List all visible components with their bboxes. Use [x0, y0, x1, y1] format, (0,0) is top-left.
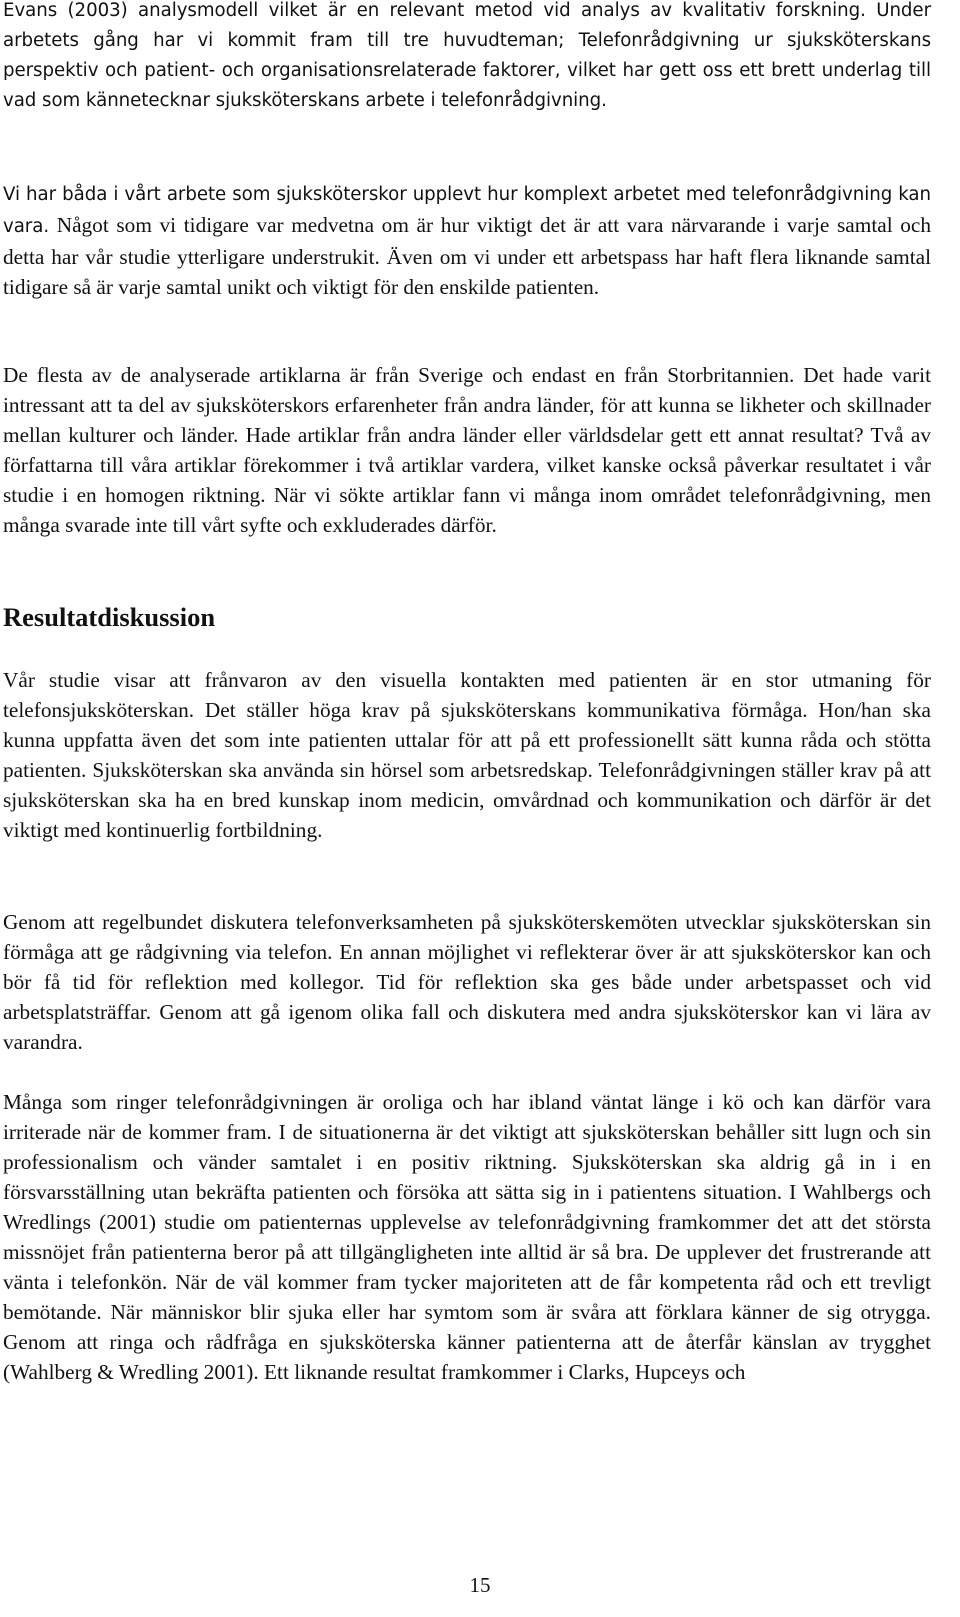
paragraph-visual-contact: Vår studie visar att frånvaron av den visuella kontakten med patienten är en stor utmaning för telefonsjuksköterskan. Det ställer höga krav på sjuksköterskans kommunikativa förmåga. Hon/han ska kunna uppfatta även det som inte patienten uttalar för att på ett professionellt sätt kunna råda och stötta patienten. Sjuksköterskan ska använda sin hörsel som arbetsredskap. Telefonrådgivningen ställer krav på att sjuksköterskan ska ha en bred kunskap inom medicin, omvårdnad och kommunikation och därför är det viktigt med kontinuerlig fortbildning. [3, 668, 931, 842]
paragraph-complexity-serif-part: Något som vi tidigare var medvetna om är hur viktigt det är att vara närvarande i varje samtal och detta har vår studie ytterligare understrukit. Även om vi under ett arbetspass har haft flera liknande samtal tidigare så är varje samtal unikt och viktigt för den enskilde patienten. [3, 213, 931, 299]
paragraph-method-analysis: Evans (2003) analysmodell vilket är en relevant metod vid analys av kvalitativ forskning. Under arbetets gång har vi kommit fram till tre huvudteman; Telefonrådgivning ur sjuksköterskans perspektiv och patient- och organisationsrelaterade faktorer, vilket har gett oss ett brett underlag till vad som kännetecknar sjuksköterskans arbete i telefonrådgivning. [3, 0, 931, 111]
paragraph-reflection: Genom att regelbundet diskutera telefonverksamheten på sjuksköterskemöten utvecklar sjuksköterskan sin förmåga att ge rådgivning via telefon. En annan möjlighet vi reflekterar över är att sjuksköterskor kan och bör få tid för reflektion med kollegor. Tid för reflektion ska ges både under arbetspasset och vid arbetsplatsträffar. Genom att gå igenom olika fall och diskutera med andra sjuksköterskor kan vi lära av varandra. [3, 910, 931, 1054]
section-heading: Resultatdiskussion [3, 602, 216, 632]
paragraph-worried-callers: Många som ringer telefonrådgivningen är oroliga och har ibland väntat länge i kö och kan därför vara irriterade när de kommer fram. I de situationerna är det viktigt att sjuksköterskan behåller sitt lugn och sin professionalism och vänder samtalet i en positiv riktning. Sjuksköterskan ska aldrig gå in i en försvarsställning utan bekräfta patienten och försöka att sätta sig in i patientens situation. I Wahlbergs och Wredlings (2001) studie om patienternas upplevelse av telefonrådgivning framkommer det att det största missnöjet från patienterna beror på att tillgängligheten inte alltid är så bra. De upplever det frustrerande att vänta i telefonkön. När de väl kommer fram tycker majoriteten att de får kompetenta råd och ett trevligt bemötande. När människor blir sjuka eller har symtom som är svåra att förklara känner de sig otrygga. Genom att ringa och rådfråga en sjuksköterska känner patienterna att de återfår känslan av trygghet (Wahlberg & Wredling 2001). Ett liknande resultat framkommer i Clarks, Hupceys och [3, 1090, 931, 1384]
page-number: 15 [469, 1573, 491, 1597]
paragraph-complexity-sans-part: Vi har båda i vårt arbete som sjuksköterskor upplevt hur komplext arbetet med telefonrådgivning kan vara. [3, 184, 931, 237]
paragraph-articles-origin: De flesta av de analyserade artiklarna är från Sverige och endast en från Storbritannien. Det hade varit intressant att ta del av sjuksköterskors erfarenheter från andra länder, för att kunna se likheter och skillnader mellan kulturer och länder. Hade artiklar från andra länder eller världsdelar gett ett annat resultat? Två av författarna till våra artiklar förekommer i två artiklar vardera, vilket kanske också påverkar resultatet i vår studie i en homogen riktning. När vi sökte artiklar fann vi många inom området telefonrådgivning, men många svarade inte till vårt syfte och exkluderades därför. [3, 363, 931, 537]
paragraph-complexity [3, 178, 931, 302]
